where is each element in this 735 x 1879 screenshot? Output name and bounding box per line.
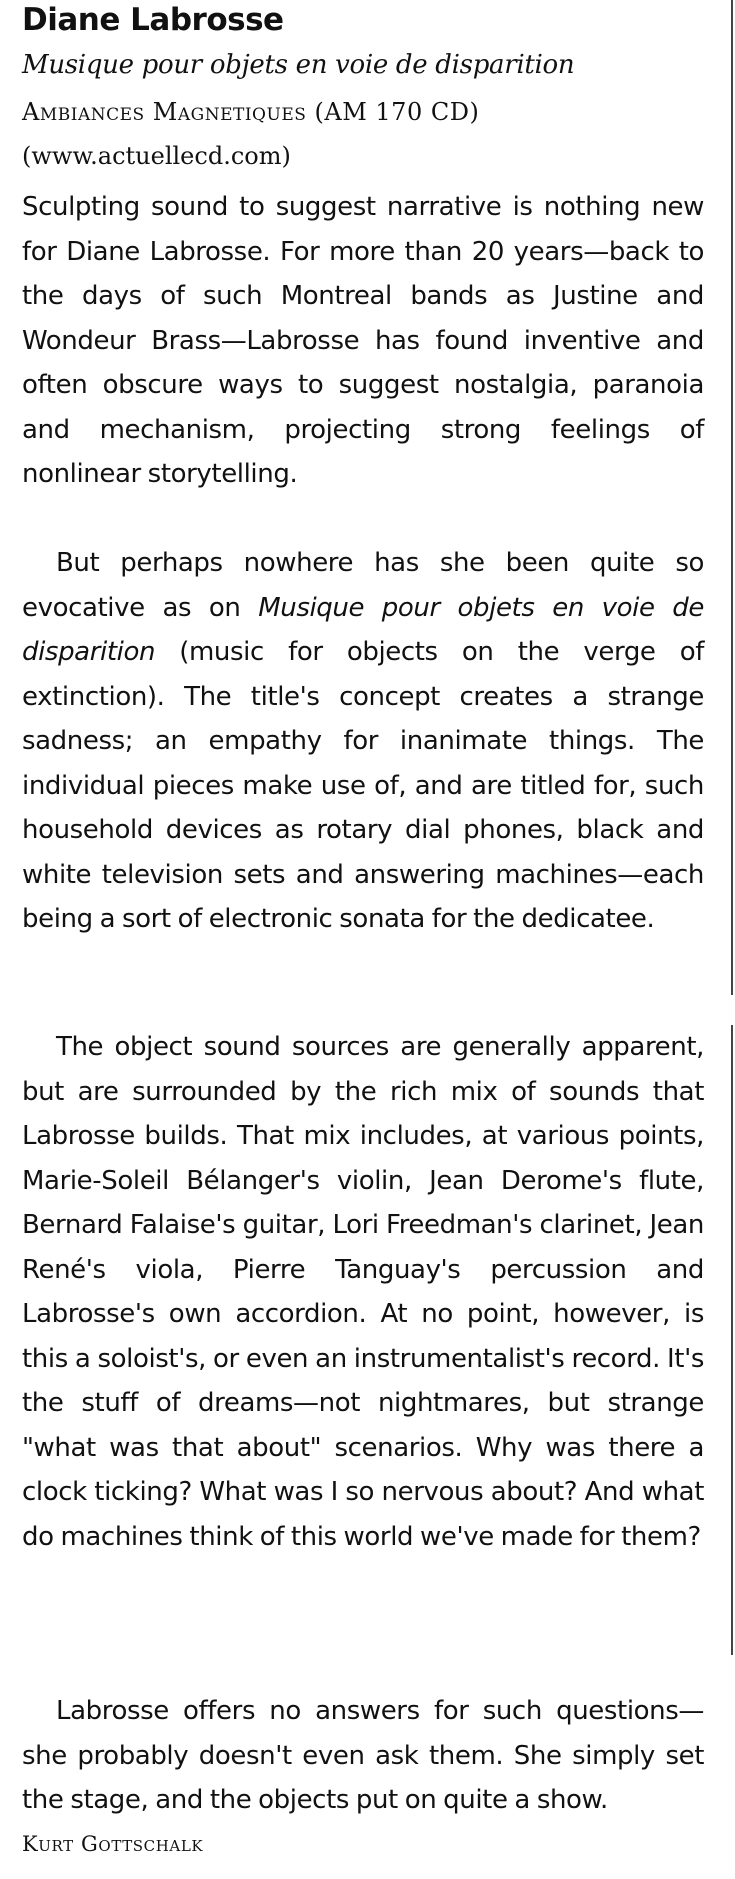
label-url: (www.actuellecd.com) (22, 142, 291, 170)
column-rule-top (731, 0, 733, 995)
reviewer-byline: Kurt Gottschalk (22, 1832, 204, 1856)
review-paragraph-2 (22, 541, 704, 942)
record-label: Ambiances Magnetiques (AM 170 CD) (22, 98, 480, 126)
review-paragraph-3: The object sound sources are generally apparent, but are surrounded by the rich mix of sounds that Labrosse builds. That mix includes, at various points, Marie-Soleil Bélanger's violin, Jean Derome's flute, Bernard Falaise's guitar, Lori Freedman's clarinet, Jean René's viola, Pierre Tanguay's percussion and Labrosse's own accordion. At no point, however, is this a soloist's, or even an instrumentalist's record. It's the stuff of dreams—not nightmares, but strange "what was that about" scenarios. Why was there a clock ticking? What was I so nervous about? And what do machines think of this world we've made for them? (22, 1032, 704, 1552)
review-paragraph-4: Labrosse offers no answers for such questions—she probably doesn't even ask them. She simply set the stage, and the objects put on quite a show. (22, 1696, 704, 1815)
review-paragraph-1: Sculpting sound to suggest narrative is nothing new for Diane Labrosse. For more than 20 years—back to the days of such Montreal bands as Justine and Wondeur Brass—Labrosse has found inventive and often obscure ways to suggest nostalgia, paranoia and mechanism, projecting strong feelings of nonlinear storytelling. (22, 192, 704, 489)
paragraph-2-album-title: Musique pour objets en voie de disparition (22, 592, 704, 667)
column-rule-bottom (731, 1025, 733, 1655)
artist-name: Diane Labrosse (22, 2, 284, 38)
album-title: Musique pour objets en voie de disparition (22, 50, 575, 80)
paragraph-2-rest: (music for objects on the verge of extinction). The title's concept creates a strange sadness; an empathy for inanimate things. The individual pieces make use of, and are titled for, such household devices as rotary dial phones, black and white television sets and answering machines—each being a sort of electronic sonata for the dedicatee. (22, 637, 704, 934)
paragraph-2-lead: But perhaps nowhere has she been quite so evocative as on (22, 548, 704, 623)
